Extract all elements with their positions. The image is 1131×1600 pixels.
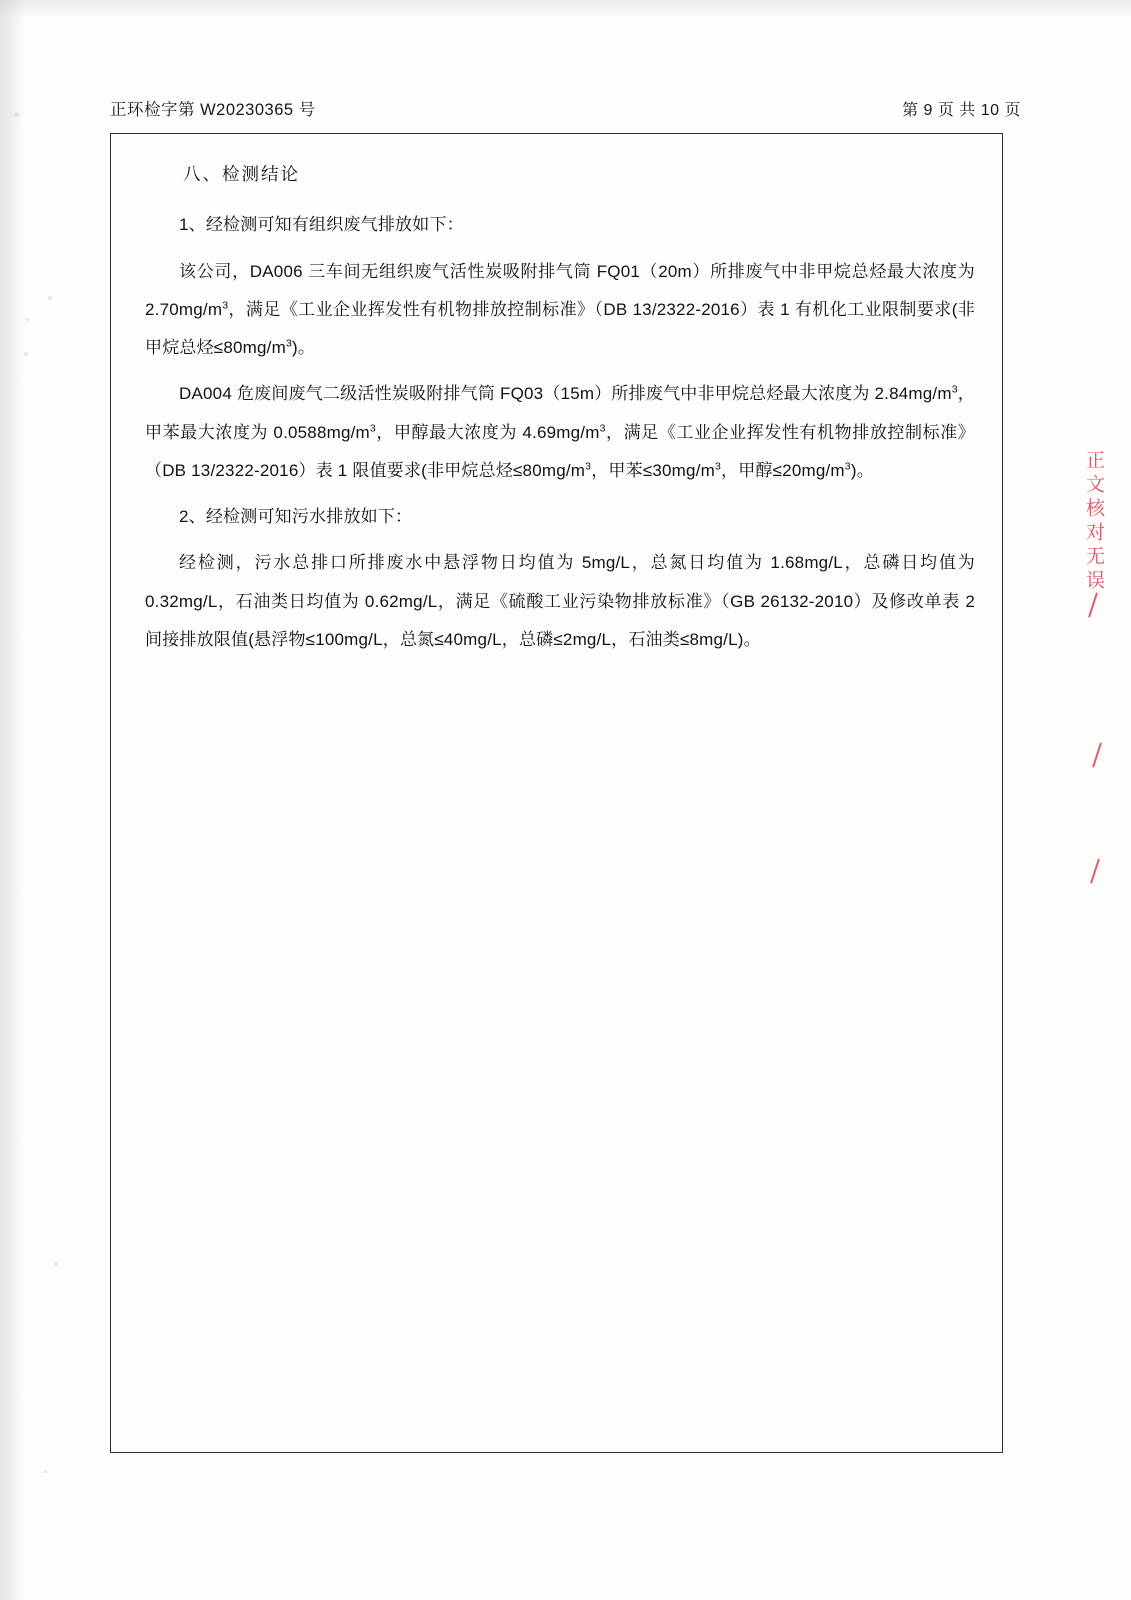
margin-check-tick <box>1090 858 1100 883</box>
margin-check-tick <box>1088 592 1098 617</box>
scan-speckle <box>54 1262 58 1266</box>
scan-edge-shadow-top <box>0 0 1131 18</box>
scan-speckle <box>26 318 29 321</box>
document-body <box>145 155 975 667</box>
scan-edge-shadow-left <box>0 0 26 1600</box>
page-number: 第 9 页 共 10 页 <box>902 102 1021 119</box>
paragraph-item-1-body-1: 该公司，DA006 三车间无组织废气活性炭吸附排气筒 FQ01（20m）所排废气中非甲烷总烃最大浓度为 $2.70mg/m^3$，满足《工业企业挥发性有机物排放控制标准》（DB 13/2322-2016）表 1 有机化工业限制要求(非甲烷总烃$\le 80mg/m^3$)。 <box>145 261 975 358</box>
scan-speckle <box>14 112 19 117</box>
paragraph-item-1-heading: 1、经检测可知有组织废气排放如下： <box>179 215 464 235</box>
paragraph-item-2-heading: 2、经检测可知污水排放如下： <box>179 507 413 527</box>
scan-speckle <box>44 1470 47 1473</box>
paragraph-item-1-body-2: DA004 危废间废气二级活性炭吸附排气筒 FQ03（15m）所排废气中非甲烷总烃最大浓度为 $2.84mg/m^3$，甲苯最大浓度为 $0.0588mg/m^3$，甲醇最大浓度为 $4.69mg/m^3$，满足《工业企业挥发性有机物排放控制标准》（DB 13/2322-2016）表 1 限值要求(非甲烷总烃$\le 80mg/m^3$，甲苯$\le 30mg/m^3$，甲醇$\le 20mg/m^3$)。 <box>145 383 975 480</box>
scan-speckle <box>48 296 52 300</box>
scan-speckle <box>24 352 28 356</box>
margin-check-tick <box>1092 742 1102 767</box>
margin-annotation-text: 正文核对无误 <box>1083 450 1104 594</box>
page-header <box>110 96 1021 120</box>
paragraph-item-2-body-1: 经检测，污水总排口所排废水中悬浮物日均值为 5mg/L，总氮日均值为 1.68mg/L，总磷日均值为 0.32mg/L，石油类日均值为 0.62mg/L，满足《硫酸工业污染物排放标准》（GB 26132-2010）及修改单表 2 间接排放限值(悬浮物≤100mg/L，总氮≤40mg/L，总磷≤2mg/L，石油类≤8mg/L)。 <box>145 553 975 649</box>
report-number: 正环检字第 W20230365 号 <box>110 101 316 119</box>
section-title: 八、检测结论 <box>183 164 300 184</box>
